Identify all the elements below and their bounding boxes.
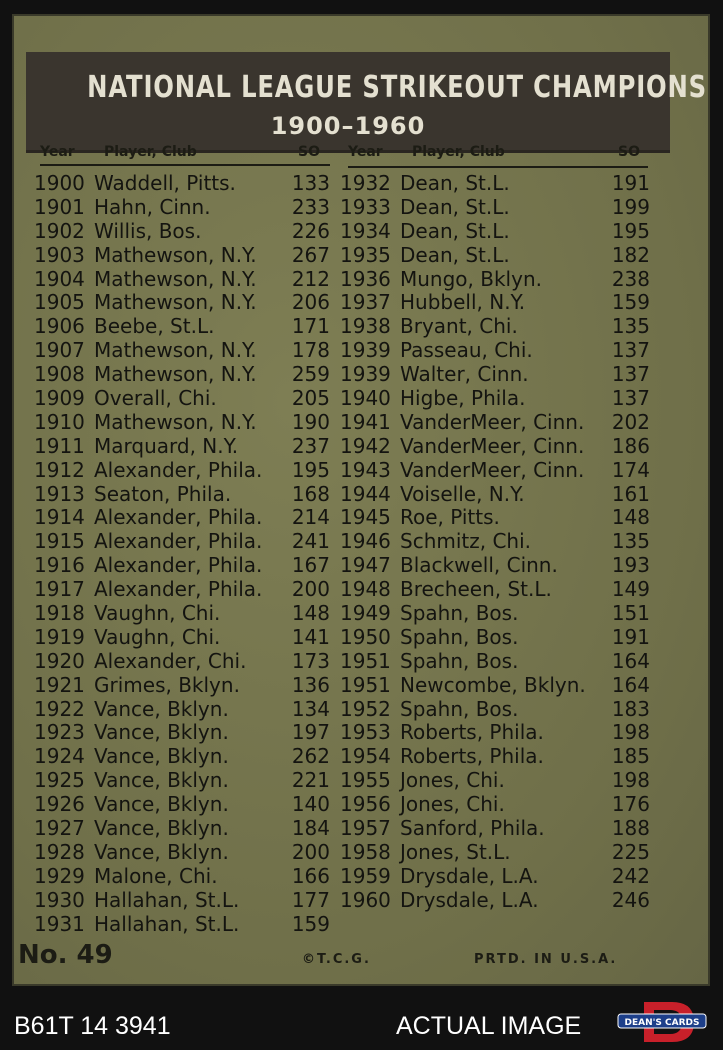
- row-player-club: Vance, Bklyn.: [94, 816, 229, 841]
- row-strikeouts: 167: [291, 553, 330, 578]
- row-year: 1904: [34, 266, 85, 291]
- row-player-club: Waddell, Pitts.: [94, 171, 236, 195]
- row-strikeouts: 140: [291, 792, 330, 817]
- row-player-club: Vaughn, Chi.: [94, 601, 221, 626]
- table-row: [340, 196, 650, 220]
- row-year: 1914: [34, 505, 85, 530]
- row-strikeouts: 178: [291, 338, 330, 363]
- row-year: 1948: [340, 577, 391, 602]
- row-year: 1920: [34, 648, 85, 673]
- row-strikeouts: 202: [611, 409, 650, 434]
- table-row: [34, 339, 330, 363]
- row-player-club: Blackwell, Cinn.: [400, 553, 558, 578]
- row-year: 1946: [340, 529, 391, 554]
- table-row: [340, 698, 650, 722]
- row-year: 1940: [340, 386, 391, 411]
- table-row: [34, 721, 330, 745]
- printed-in: PRTD. IN U.S.A.: [474, 952, 618, 967]
- table-row: [34, 889, 330, 913]
- table-row: [34, 411, 330, 435]
- row-year: 1944: [340, 481, 391, 506]
- table-row: [340, 339, 650, 363]
- row-player-club: Mathewson, N.Y.: [94, 290, 257, 315]
- table-row: [34, 530, 330, 554]
- row-year: 1954: [340, 744, 391, 769]
- row-player-club: Sanford, Phila.: [400, 816, 545, 841]
- row-player-club: Schmitz, Chi.: [400, 529, 532, 554]
- row-year: 1935: [340, 242, 391, 267]
- row-year: 1919: [34, 624, 85, 649]
- row-year: 1901: [34, 194, 85, 219]
- row-year: 1923: [34, 720, 85, 745]
- table-row: [340, 220, 650, 244]
- table-row: [340, 817, 650, 841]
- row-strikeouts: 226: [291, 218, 330, 243]
- row-strikeouts: 183: [611, 696, 650, 721]
- row-year: 1921: [34, 672, 85, 697]
- row-player-club: Vance, Bklyn.: [94, 839, 229, 864]
- row-strikeouts: 238: [611, 266, 650, 291]
- row-player-club: Newcombe, Bklyn.: [400, 672, 586, 697]
- row-year: 1931: [34, 911, 85, 936]
- row-strikeouts: 198: [611, 768, 650, 793]
- row-year: 1927: [34, 816, 85, 841]
- row-strikeouts: 137: [611, 338, 650, 363]
- row-player-club: Higbe, Phila.: [400, 386, 526, 411]
- deans-cards-logo: [614, 1000, 710, 1044]
- row-player-club: VanderMeer, Cinn.: [400, 409, 585, 434]
- row-strikeouts: 198: [611, 720, 650, 745]
- table-row: [340, 530, 650, 554]
- row-strikeouts: 149: [611, 577, 650, 602]
- table-row: [34, 244, 330, 268]
- row-player-club: Vaughn, Chi.: [94, 624, 221, 649]
- row-year: 1907: [34, 338, 85, 363]
- row-year: 1929: [34, 863, 85, 888]
- row-strikeouts: 188: [611, 816, 650, 841]
- row-year: 1943: [340, 457, 391, 482]
- row-player-club: Walter, Cinn.: [400, 362, 529, 387]
- table-row: [34, 554, 330, 578]
- logo-text: DEAN'S CARDS: [624, 1018, 700, 1028]
- left-header-player: Player, Club: [104, 144, 197, 160]
- row-year: 1951: [340, 648, 391, 673]
- table-row: [34, 506, 330, 530]
- table-row: [34, 435, 330, 459]
- row-player-club: Spahn, Bos.: [400, 696, 519, 721]
- row-year: 1911: [34, 433, 85, 458]
- table-row: [340, 865, 650, 889]
- row-player-club: Roe, Pitts.: [400, 505, 500, 530]
- row-year: 1955: [340, 768, 391, 793]
- row-strikeouts: 185: [611, 744, 650, 769]
- row-year: 1905: [34, 290, 85, 315]
- row-strikeouts: 135: [611, 314, 650, 339]
- row-strikeouts: 197: [291, 720, 330, 745]
- row-strikeouts: 182: [611, 242, 650, 267]
- table-row: [340, 172, 650, 196]
- row-player-club: Marquard, N.Y.: [94, 433, 239, 458]
- row-player-club: Alexander, Phila.: [94, 505, 263, 530]
- row-strikeouts: 168: [291, 481, 330, 506]
- row-strikeouts: 148: [291, 601, 330, 626]
- row-year: 1951: [340, 672, 391, 697]
- table-row: [340, 244, 650, 268]
- row-player-club: Mathewson, N.Y.: [94, 242, 257, 267]
- row-player-club: Alexander, Phila.: [94, 553, 263, 578]
- card-title: NATIONAL LEAGUE STRIKEOUT CHAMPIONS: [87, 70, 707, 105]
- row-strikeouts: 148: [611, 505, 650, 530]
- row-year: 1913: [34, 481, 85, 506]
- row-year: 1934: [340, 218, 391, 243]
- row-year: 1916: [34, 553, 85, 578]
- table-row: [340, 769, 650, 793]
- row-year: 1945: [340, 505, 391, 530]
- table-row: [340, 626, 650, 650]
- table-row: [340, 745, 650, 769]
- copyright: ©T.C.G.: [302, 952, 371, 967]
- row-player-club: Spahn, Bos.: [400, 648, 519, 673]
- row-player-club: Dean, St.L.: [400, 194, 510, 219]
- row-player-club: Passeau, Chi.: [400, 338, 533, 363]
- row-year: 1906: [34, 314, 85, 339]
- row-strikeouts: 161: [611, 481, 650, 506]
- row-player-club: Mathewson, N.Y.: [94, 338, 257, 363]
- table-row: [34, 698, 330, 722]
- row-strikeouts: 171: [291, 314, 330, 339]
- table-row: [340, 268, 650, 292]
- row-year: 1922: [34, 696, 85, 721]
- row-player-club: Brecheen, St.L.: [400, 577, 552, 602]
- row-strikeouts: 135: [611, 529, 650, 554]
- row-strikeouts: 262: [291, 744, 330, 769]
- right-header-year: Year: [348, 144, 383, 160]
- row-player-club: Dean, St.L.: [400, 242, 510, 267]
- row-player-club: Jones, Chi.: [400, 792, 505, 817]
- table-row: [340, 411, 650, 435]
- row-player-club: Seaton, Phila.: [94, 481, 232, 506]
- row-player-club: Willis, Bos.: [94, 218, 202, 243]
- row-year: 1956: [340, 792, 391, 817]
- row-strikeouts: 267: [291, 242, 330, 267]
- table-row: [34, 172, 330, 196]
- table-row: [340, 315, 650, 339]
- row-strikeouts: 214: [291, 505, 330, 530]
- table-row: [34, 315, 330, 339]
- row-strikeouts: 221: [291, 768, 330, 793]
- table-row: [34, 196, 330, 220]
- table-row: [340, 578, 650, 602]
- table-row: [34, 578, 330, 602]
- row-strikeouts: 159: [291, 911, 330, 936]
- row-strikeouts: 164: [611, 672, 650, 697]
- row-year: 1924: [34, 744, 85, 769]
- table-row: [340, 291, 650, 315]
- row-strikeouts: 176: [611, 792, 650, 817]
- row-player-club: Spahn, Bos.: [400, 601, 519, 626]
- row-player-club: Voiselle, N.Y.: [400, 481, 525, 506]
- row-player-club: Jones, Chi.: [400, 768, 505, 793]
- table-row: [340, 435, 650, 459]
- row-player-club: Mungo, Bklyn.: [400, 266, 542, 291]
- row-player-club: Dean, St.L.: [400, 171, 510, 195]
- row-strikeouts: 173: [291, 648, 330, 673]
- row-strikeouts: 233: [291, 194, 330, 219]
- row-player-club: Malone, Chi.: [94, 863, 218, 888]
- table-row: [34, 674, 330, 698]
- table-row: [340, 554, 650, 578]
- row-strikeouts: 186: [611, 433, 650, 458]
- row-strikeouts: 190: [291, 409, 330, 434]
- row-year: 1942: [340, 433, 391, 458]
- row-year: 1959: [340, 863, 391, 888]
- row-player-club: Roberts, Phila.: [400, 744, 544, 769]
- row-year: 1926: [34, 792, 85, 817]
- row-strikeouts: 137: [611, 362, 650, 387]
- row-year: 1939: [340, 338, 391, 363]
- row-player-club: VanderMeer, Cinn.: [400, 433, 585, 458]
- row-strikeouts: 191: [611, 171, 650, 195]
- row-strikeouts: 212: [291, 266, 330, 291]
- row-player-club: Alexander, Phila.: [94, 529, 263, 554]
- row-strikeouts: 242: [611, 863, 650, 888]
- row-year: 1937: [340, 290, 391, 315]
- right-header-so: SO: [618, 144, 640, 160]
- right-header-rule: [348, 166, 648, 168]
- table-row: [34, 483, 330, 507]
- table-row: [340, 363, 650, 387]
- left-column: [34, 172, 330, 937]
- table-row: [34, 220, 330, 244]
- right-column: [340, 172, 650, 913]
- baseball-card-back: [12, 14, 710, 986]
- table-row: [34, 459, 330, 483]
- table-row: [34, 817, 330, 841]
- row-player-club: Hahn, Cinn.: [94, 194, 211, 219]
- row-strikeouts: 137: [611, 386, 650, 411]
- table-row: [34, 745, 330, 769]
- table-row: [340, 483, 650, 507]
- row-strikeouts: 164: [611, 648, 650, 673]
- row-player-club: Mathewson, N.Y.: [94, 362, 257, 387]
- row-year: 1957: [340, 816, 391, 841]
- row-player-club: Vance, Bklyn.: [94, 744, 229, 769]
- table-row: [34, 626, 330, 650]
- row-player-club: Drysdale, L.A.: [400, 863, 539, 888]
- row-strikeouts: 177: [291, 887, 330, 912]
- left-header-rule: [40, 164, 330, 166]
- table-row: [34, 268, 330, 292]
- row-year: 1930: [34, 887, 85, 912]
- right-header-player: Player, Club: [412, 144, 505, 160]
- row-strikeouts: 199: [611, 194, 650, 219]
- row-year: 1912: [34, 457, 85, 482]
- deans-cards-logo-icon: [614, 1000, 710, 1044]
- row-strikeouts: 151: [611, 601, 650, 626]
- table-row: [340, 602, 650, 626]
- row-year: 1915: [34, 529, 85, 554]
- row-year: 1900: [34, 171, 85, 195]
- table-row: [34, 363, 330, 387]
- row-year: 1925: [34, 768, 85, 793]
- table-row: [34, 291, 330, 315]
- row-year: 1952: [340, 696, 391, 721]
- row-strikeouts: 205: [291, 386, 330, 411]
- row-year: 1960: [340, 887, 391, 912]
- row-year: 1958: [340, 839, 391, 864]
- table-row: [340, 721, 650, 745]
- row-strikeouts: 134: [291, 696, 330, 721]
- row-player-club: Mathewson, N.Y.: [94, 409, 257, 434]
- row-strikeouts: 136: [291, 672, 330, 697]
- row-strikeouts: 200: [291, 577, 330, 602]
- row-year: 1928: [34, 839, 85, 864]
- table-row: [34, 769, 330, 793]
- title-banner: [26, 52, 707, 153]
- row-player-club: Jones, St.L.: [400, 839, 511, 864]
- table-row: [34, 650, 330, 674]
- table-row: [34, 602, 330, 626]
- row-year: 1949: [340, 601, 391, 626]
- row-player-club: Hallahan, St.L.: [94, 911, 240, 936]
- row-year: 1903: [34, 242, 85, 267]
- row-player-club: Beebe, St.L.: [94, 314, 215, 339]
- row-player-club: Vance, Bklyn.: [94, 768, 229, 793]
- table-row: [340, 674, 650, 698]
- row-year: 1941: [340, 409, 391, 434]
- row-strikeouts: 141: [291, 624, 330, 649]
- row-year: 1950: [340, 624, 391, 649]
- row-player-club: Vance, Bklyn.: [94, 720, 229, 745]
- sku-label: B61T 14 3941: [14, 1012, 171, 1040]
- row-strikeouts: 184: [291, 816, 330, 841]
- row-year: 1933: [340, 194, 391, 219]
- row-year: 1910: [34, 409, 85, 434]
- row-player-club: Hubbell, N.Y.: [400, 290, 526, 315]
- row-strikeouts: 159: [611, 290, 650, 315]
- row-player-club: Drysdale, L.A.: [400, 887, 539, 912]
- row-player-club: Dean, St.L.: [400, 218, 510, 243]
- table-row: [34, 841, 330, 865]
- row-year: 1909: [34, 386, 85, 411]
- row-strikeouts: 195: [291, 457, 330, 482]
- table-row: [34, 793, 330, 817]
- actual-image-label: ACTUAL IMAGE: [396, 1012, 582, 1040]
- left-header-so: SO: [298, 144, 320, 160]
- row-strikeouts: 246: [611, 887, 650, 912]
- row-year: 1917: [34, 577, 85, 602]
- row-player-club: Bryant, Chi.: [400, 314, 518, 339]
- row-year: 1953: [340, 720, 391, 745]
- table-row: [340, 387, 650, 411]
- table-row: [340, 841, 650, 865]
- row-strikeouts: 259: [291, 362, 330, 387]
- row-player-club: Alexander, Chi.: [94, 648, 247, 673]
- row-player-club: Grimes, Bklyn.: [94, 672, 240, 697]
- row-strikeouts: 193: [611, 553, 650, 578]
- row-strikeouts: 133: [291, 171, 330, 195]
- row-strikeouts: 195: [611, 218, 650, 243]
- row-player-club: Alexander, Phila.: [94, 457, 263, 482]
- row-year: 1908: [34, 362, 85, 387]
- row-player-club: Roberts, Phila.: [400, 720, 544, 745]
- row-strikeouts: 206: [291, 290, 330, 315]
- row-strikeouts: 225: [611, 839, 650, 864]
- row-strikeouts: 166: [291, 863, 330, 888]
- row-player-club: Overall, Chi.: [94, 386, 217, 411]
- row-strikeouts: 237: [291, 433, 330, 458]
- row-year: 1947: [340, 553, 391, 578]
- row-player-club: Mathewson, N.Y.: [94, 266, 257, 291]
- table-row: [340, 793, 650, 817]
- row-player-club: VanderMeer, Cinn.: [400, 457, 585, 482]
- table-row: [340, 889, 650, 913]
- row-player-club: Spahn, Bos.: [400, 624, 519, 649]
- card-years: 1900–1960: [270, 112, 426, 140]
- table-row: [34, 387, 330, 411]
- left-header-year: Year: [40, 144, 75, 160]
- row-player-club: Vance, Bklyn.: [94, 696, 229, 721]
- row-strikeouts: 174: [611, 457, 650, 482]
- row-year: 1932: [340, 171, 391, 195]
- row-player-club: Hallahan, St.L.: [94, 887, 240, 912]
- row-year: 1938: [340, 314, 391, 339]
- row-year: 1939: [340, 362, 391, 387]
- table-row: [340, 459, 650, 483]
- card-number: No. 49: [18, 940, 113, 970]
- table-row: [340, 506, 650, 530]
- row-year: 1936: [340, 266, 391, 291]
- table-row: [34, 913, 330, 937]
- row-player-club: Alexander, Phila.: [94, 577, 263, 602]
- row-strikeouts: 241: [291, 529, 330, 554]
- row-strikeouts: 200: [291, 839, 330, 864]
- table-row: [340, 650, 650, 674]
- row-year: 1902: [34, 218, 85, 243]
- table-row: [34, 865, 330, 889]
- row-player-club: Vance, Bklyn.: [94, 792, 229, 817]
- row-strikeouts: 191: [611, 624, 650, 649]
- row-year: 1918: [34, 601, 85, 626]
